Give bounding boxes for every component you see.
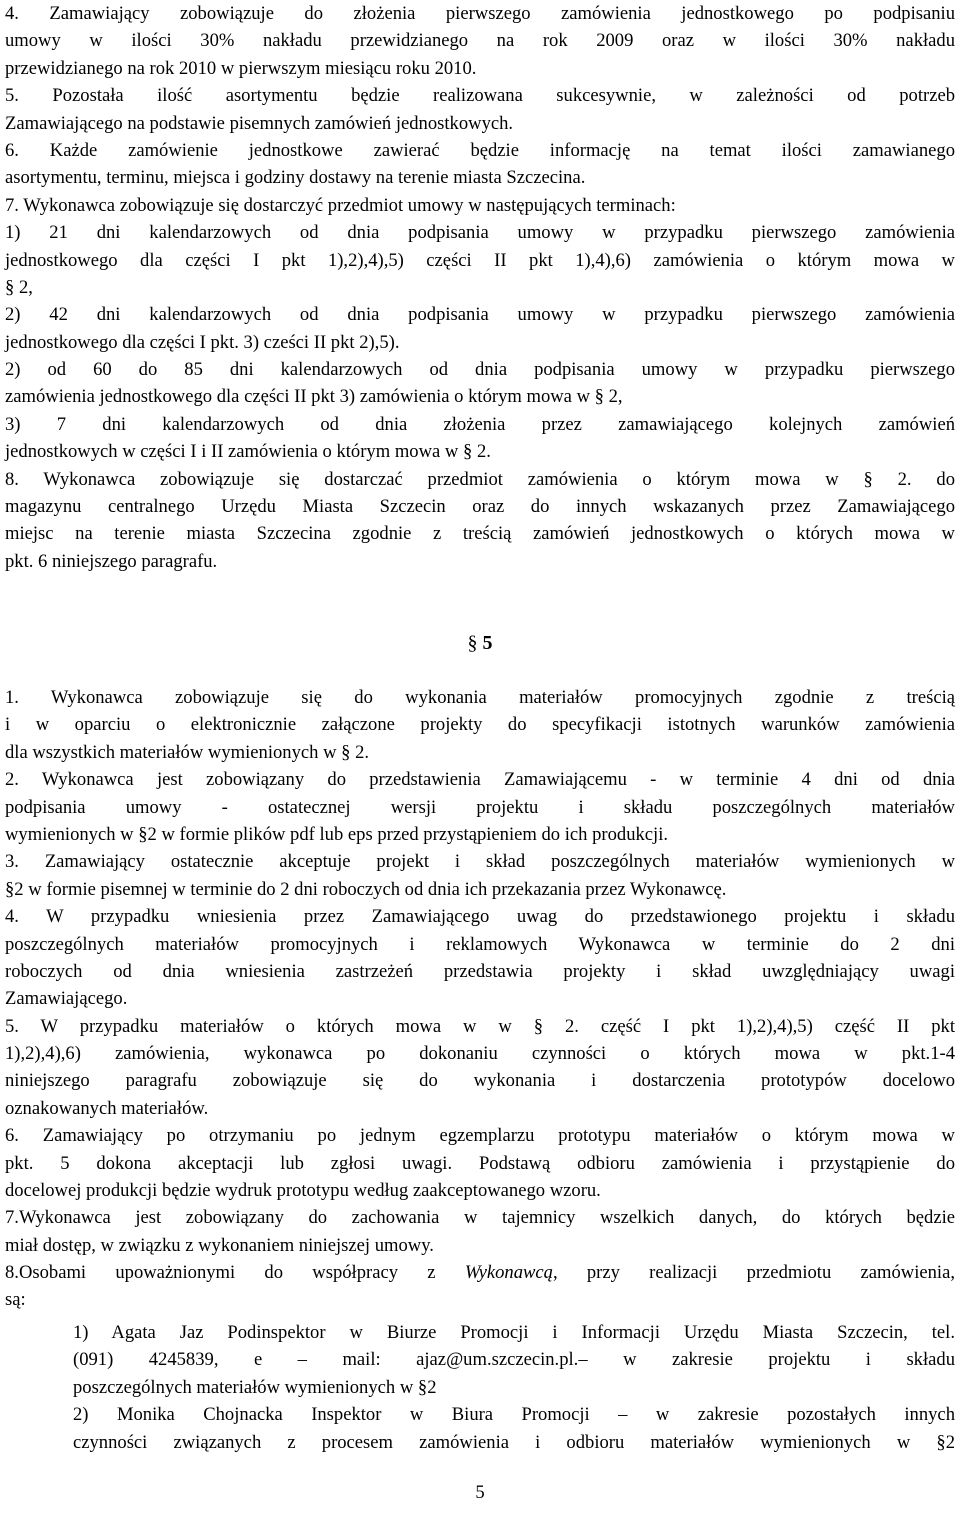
p8-suffix: , przy realizacji przedmiotu zamówienia,: [552, 1262, 955, 1283]
text-line: 6. Każde zamówienie jednostkowe zawierać będzie informację na temat ilości zamawianego: [5, 139, 955, 161]
contact-person-line: (091) 4245839, e – mail: ajaz@um.szczecin.pl.– w zakresie projektu i składu: [73, 1349, 955, 1371]
text-line: wymienionych w §2 w formie plików pdf lub eps przed przystąpieniem do ich produkcji.: [5, 823, 669, 845]
text-line: 2. Wykonawca jest zobowiązany do przedstawienia Zamawiającemu - w terminie 4 dni od dnia: [5, 769, 955, 791]
text-line: umowy w ilości 30% nakładu przewidzianego na rok 2009 oraz w ilości 30% nakładu: [5, 30, 955, 52]
contact-person-line: czynności związanych z procesem zamówienia i odbioru materiałów wymienionych w §2: [73, 1431, 955, 1453]
paragraph-8-line: są:: [5, 1289, 26, 1311]
page-number: 5: [475, 1482, 485, 1503]
text-line: niniejszego paragrafu zobowiązuje się do wykonania i dostarczenia prototypów docelowo: [5, 1070, 955, 1092]
section-sign: §: [467, 632, 478, 654]
contact-person-line: poszczególnych materiałów wymienionych w §2: [73, 1376, 437, 1398]
p8-italic-contractor: Wykonawcą: [464, 1262, 553, 1283]
text-line: miejsc na terenie miasta Szczecina zgodnie z treścią zamówień jednostkowych o których mowa w: [5, 523, 955, 545]
text-line: docelowej produkcji będzie wydruk prototypu według zaakceptowanego wzoru.: [5, 1180, 601, 1202]
text-line: § 2,: [5, 276, 33, 298]
text-line: 3) 7 dni kalendarzowych od dnia złożenia przez zamawiającego kolejnych zamówień: [5, 413, 955, 435]
text-line: pkt. 5 dokona akceptacji lub zgłosi uwagi. Podstawą odbioru zamówienia i przystąpienie do: [5, 1152, 955, 1174]
text-line: pkt. 6 niniejszego paragrafu.: [5, 550, 218, 572]
text-line: i w oparciu o elektronicznie załączone projekty do specyfikacji istotnych warunków zamówienia: [5, 714, 955, 736]
section-5-body: [5, 684, 955, 1259]
contact-person-line: 2) Monika Chojnacka Inspektor w Biura Promocji – w zakresie pozostałych innych: [73, 1404, 955, 1426]
text-line: asortymentu, terminu, miejsca i godziny dostawy na terenie miasta Szczecina.: [5, 167, 586, 189]
contact-persons-list: [5, 1319, 955, 1456]
text-line: podpisania umowy - ostatecznej wersji projektu i składu poszczególnych materiałów: [5, 796, 955, 818]
section-number: 5: [482, 632, 493, 654]
text-line: jednostkowych w części I i II zamówienia o którym mowa w § 2.: [5, 441, 491, 463]
text-line: 4. W przypadku wniesienia przez Zamawiającego uwag do przedstawionego projektu i składu: [5, 906, 955, 928]
text-line: Zamawiającego.: [5, 988, 128, 1010]
text-line: 2) od 60 do 85 dni kalendarzowych od dnia podpisania umowy w przypadku pierwszego: [5, 359, 955, 381]
contact-person-line: 1) Agata Jaz Podinspektor w Biurze Promocji i Informacji Urzędu Miasta Szczecin, tel.: [73, 1322, 955, 1343]
text-line: jednostkowego dla części I pkt 1),2),4),5) części II pkt 1),4),6) zamówienia o którym mowa w: [5, 249, 955, 271]
text-line: 5. W przypadku materiałów o których mowa w w § 2. część I pkt 1),2),4),5) część II pkt: [5, 1015, 955, 1037]
text-line: 7.Wykonawca jest zobowiązany do zachowania w tajemnicy wszelkich danych, do których będzie: [5, 1207, 955, 1229]
text-line: Zamawiającego na podstawie pisemnych zamówień jednostkowych.: [5, 112, 514, 134]
text-line: miał dostęp, w związku z wykonaniem niniejszej umowy.: [5, 1234, 434, 1256]
text-line: 6. Zamawiający po otrzymaniu po jednym egzemplarzu prototypu materiałów o którym mowa w: [5, 1125, 955, 1147]
section-heading: [5, 628, 955, 658]
text-line: dla wszystkich materiałów wymienionych w § 2.: [5, 741, 370, 763]
text-line: 1),2),4),6) zamówienia, wykonawca po dokonaniu czynności o których mowa w pkt.1-4: [5, 1043, 955, 1065]
text-line: poszczególnych materiałów promocyjnych i reklamowych Wykonawca w terminie do 2 dni: [5, 933, 955, 955]
text-line: magazynu centralnego Urzędu Miasta Szczecin oraz do innych wskazanych przez Zamawiającego: [5, 496, 955, 518]
text-line: 1. Wykonawca zobowiązuje się do wykonania materiałów promocyjnych zgodnie z treścią: [5, 687, 955, 708]
text-line: 1) 21 dni kalendarzowych od dnia podpisania umowy w przypadku pierwszego zamówienia: [5, 222, 955, 244]
text-line: przewidzianego na rok 2010 w pierwszym miesiącu roku 2010.: [5, 57, 477, 79]
section-4-continued: [5, 0, 955, 575]
text-line: 8. Wykonawca zobowiązuje się dostarczać przedmiot zamówienia o którym mowa w § 2. do: [5, 468, 955, 490]
text-line: 4. Zamawiający zobowiązuje do złożenia pierwszego zamówienia jednostkowego po podpisaniu: [5, 3, 955, 24]
text-line: 2) 42 dni kalendarzowych od dnia podpisania umowy w przypadku pierwszego zamówienia: [5, 304, 955, 326]
p8-prefix: 8.Osobami upoważnionymi do współpracy z: [5, 1262, 465, 1283]
text-line: oznakowanych materiałów.: [5, 1097, 209, 1119]
paragraph-8: [5, 1259, 955, 1314]
paragraph-8-line: [5, 1259, 955, 1286]
text-line: 3. Zamawiający ostatecznie akceptuje projekt i skład poszczególnych materiałów wymienionych w: [5, 851, 955, 873]
text-line: jednostkowego dla części I pkt. 3) cześci II pkt 2),5).: [5, 331, 400, 353]
text-line: §2 w formie pisemnej w terminie do 2 dni roboczych od dnia ich przekazania przez Wykonawcę.: [5, 878, 727, 900]
text-line: zamówienia jednostkowego dla części II pkt 3) zamówienia o którym mowa w § 2,: [5, 386, 623, 408]
text-line: 5. Pozostała ilość asortymentu będzie realizowana sukcesywnie, w zależności od potrzeb: [5, 85, 955, 107]
text-line: roboczych od dnia wniesienia zastrzeżeń przedstawia projekty i skład uwzględniający uwagi: [5, 960, 955, 982]
text-line: 7. Wykonawca zobowiązuje się dostarczyć przedmiot umowy w następujących terminach:: [5, 194, 676, 216]
